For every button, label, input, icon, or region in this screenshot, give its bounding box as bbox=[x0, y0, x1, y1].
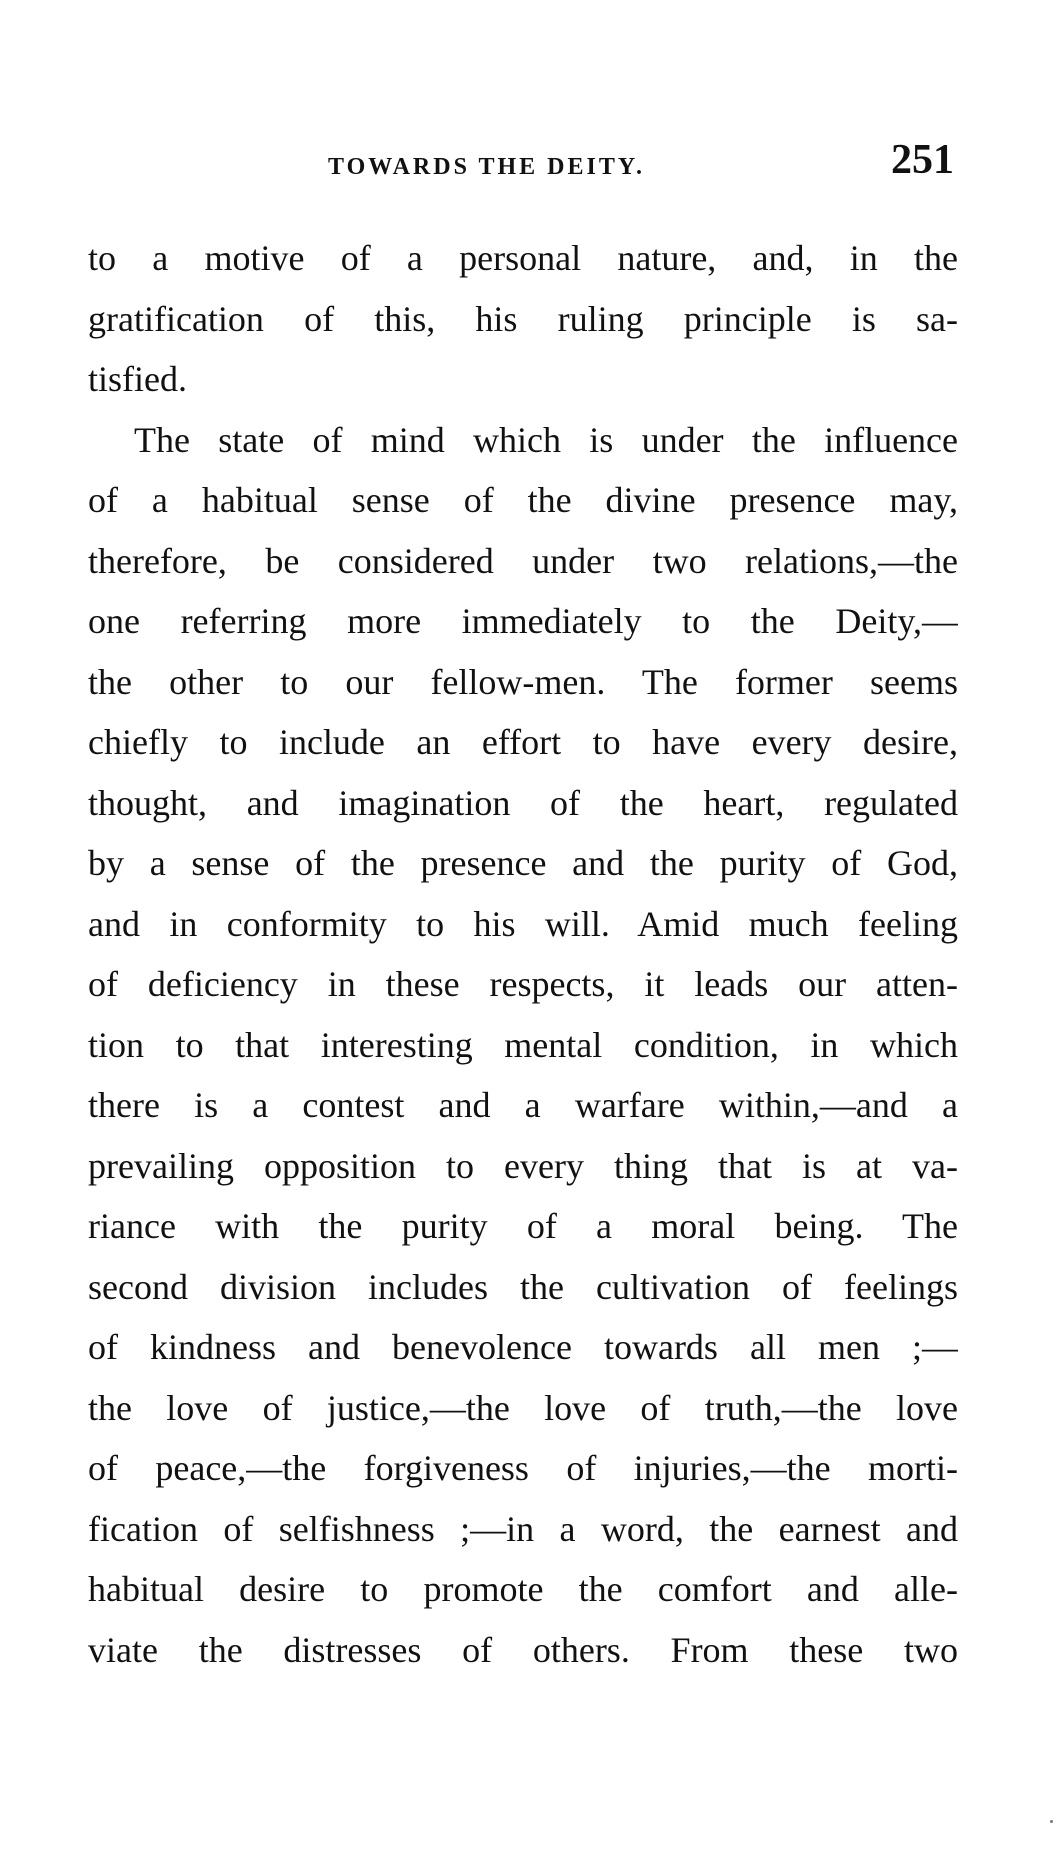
page-number: 251 bbox=[891, 137, 954, 183]
text-line: prevailing opposition to every thing that is at va- bbox=[88, 1145, 958, 1186]
text-line: one referring more immediately to the Deity,— bbox=[88, 601, 958, 641]
text-line: of kindness and benevolence towards all men ;— bbox=[88, 1327, 958, 1367]
page-edge-speck bbox=[1050, 1820, 1053, 1823]
text-line: tisfied. bbox=[88, 359, 187, 399]
text-line: second division includes the cultivation of feelings bbox=[88, 1266, 958, 1307]
body-text bbox=[88, 228, 958, 1680]
text-line: therefore, be considered under two relations,—the bbox=[88, 540, 958, 581]
text-line: gratification of this, his ruling principle is sa- bbox=[88, 298, 958, 339]
running-header bbox=[88, 132, 958, 192]
text-line: and in conformity to his will. Amid much feeling bbox=[88, 903, 958, 944]
text-line: of deficiency in these respects, it leads our atten- bbox=[88, 964, 958, 1004]
text-line: the love of justice,—the love of truth,—the love bbox=[88, 1387, 958, 1428]
text-line: of a habitual sense of the divine presence may, bbox=[88, 480, 958, 520]
text-line: of peace,—the forgiveness of injuries,—the morti- bbox=[88, 1448, 958, 1488]
text-line: to a motive of a personal nature, and, in the bbox=[88, 238, 958, 278]
text-line: riance with the purity of a moral being. The bbox=[88, 1206, 958, 1246]
paragraph bbox=[88, 410, 958, 1681]
text-line: habitual desire to promote the comfort and alle- bbox=[88, 1569, 958, 1609]
text-line: there is a contest and a warfare within,—and a bbox=[88, 1085, 958, 1125]
text-line: thought, and imagination of the heart, regulated bbox=[88, 782, 958, 823]
text-line: The state of mind which is under the influence bbox=[134, 419, 958, 460]
text-line: by a sense of the presence and the purity of God, bbox=[88, 843, 958, 883]
paragraph-continued bbox=[88, 228, 958, 410]
text-line: viate the distresses of others. From these two bbox=[88, 1629, 958, 1670]
text-line: chiefly to include an effort to have every desire, bbox=[88, 722, 958, 762]
text-line: tion to that interesting mental condition, in which bbox=[88, 1024, 958, 1065]
text-line: the other to our fellow-men. The former seems bbox=[88, 661, 958, 702]
text-line: fication of selfishness ;—in a word, the earnest and bbox=[88, 1508, 958, 1549]
running-title: TOWARDS THE DEITY. bbox=[328, 154, 645, 180]
